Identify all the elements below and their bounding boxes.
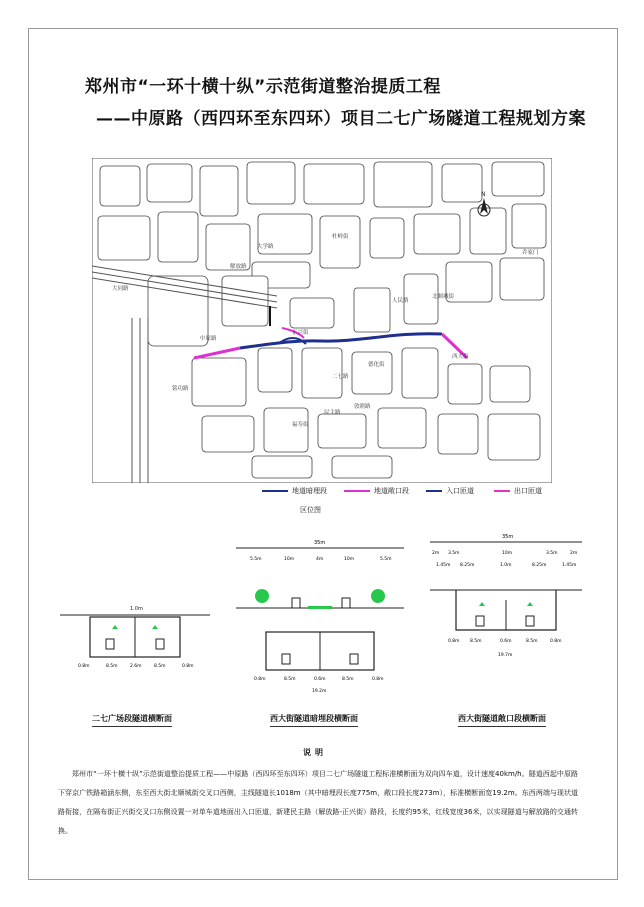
dim: 1.0m (500, 563, 512, 568)
section-caption: 二七广场段隧道横断面 (92, 713, 172, 727)
road-label: 二七路 (332, 374, 349, 380)
road-label: 敦睦路 (354, 404, 371, 410)
cross-section-buried (232, 536, 408, 696)
dim: 0.8m (182, 664, 194, 669)
dim: 0.6m (314, 677, 326, 682)
dim: 8.5m (106, 664, 118, 669)
legend-label: 出口匝道 (514, 487, 542, 495)
road-label: 民主路 (324, 410, 341, 416)
notes-text: 郑州市“一环十横十纵”示范街道整治提质工程——中原路（西四环至东四环）项目二七广场隧道工程标准横断面为双向四车道，设计速度40km/h。隧道西起中原路下穿京广铁路箱涵东侧，东至西大街北顺城街交叉口西侧，主线隧道长1018m（其中暗埋段长度775m，敞口段长度273m），标准横断面宽19.2m。东西两端与现状道路衔接，在隔布街正兴街交叉口东侧设置一对单车道地面出入口匝道，新建民主路（解放路-正兴街）路段，长度约95米，红线宽度36米，以实现隧道与解放路的交通转换。 (58, 770, 578, 835)
dim: 8.5m (342, 677, 354, 682)
road-label: 乔家门 (522, 250, 539, 256)
road-label: 德化街 (368, 362, 385, 368)
cross-section-open (426, 530, 586, 670)
dim: 5.5m (380, 557, 392, 562)
legend-item (426, 486, 474, 496)
legend-swatch (344, 490, 370, 492)
legend-label: 地道暗埋段 (292, 487, 327, 495)
dim: 0.8m (254, 677, 266, 682)
legend-item (262, 486, 327, 496)
dim: 10m (284, 557, 295, 562)
section-caption: 西大街隧道敞口段横断面 (458, 713, 546, 727)
dim: 10m (502, 551, 513, 556)
section-caption: 西大街隧道暗埋段横断面 (270, 713, 358, 727)
dim: 10m (344, 557, 355, 562)
dim: 2.6m (130, 664, 142, 669)
dim: 8.25m (460, 563, 475, 568)
legend-item (494, 486, 542, 496)
dim-total: 35m (502, 534, 514, 540)
road-label: 中原路 (200, 336, 217, 342)
dim: 3.5m (546, 551, 558, 556)
dim: 8.5m (470, 639, 482, 644)
dim: 0.8m (448, 639, 460, 644)
road-label: 西大街 (452, 354, 469, 360)
dim-total: 19.7m (498, 653, 513, 658)
legend-swatch (426, 490, 442, 492)
dim: 8.5m (154, 664, 166, 669)
dim: 0.8m (78, 664, 90, 669)
notes-title: 说明 (303, 748, 327, 757)
legend-label: 入口匝道 (446, 487, 474, 495)
page-subtitle: ——中原路（西四环至东四环）项目二七广场隧道工程规划方案 (96, 109, 586, 129)
dim: 8.5m (284, 677, 296, 682)
dim-top: 1.0m (130, 606, 143, 612)
dim: 5.5m (250, 557, 262, 562)
road-label: 杜岭街 (332, 234, 349, 240)
road-label: 铭功路 (172, 386, 189, 392)
dim: 2m (432, 551, 440, 556)
dim: 3.5m (448, 551, 460, 556)
north-label: N (481, 191, 486, 198)
dim: 0.8m (550, 639, 562, 644)
map-legend (262, 486, 562, 502)
road-label: 大同路 (112, 286, 129, 292)
road-label: 大学路 (257, 244, 274, 250)
road-label: 人民路 (392, 298, 409, 304)
dim: 8.5m (526, 639, 538, 644)
page-title: 郑州市“一环十横十纵”示范街道整治提质工程 (85, 77, 441, 97)
road-label: 解放路 (230, 264, 247, 270)
cross-section-erqi (60, 595, 210, 675)
location-map (92, 158, 552, 483)
dim: 0.8m (372, 677, 384, 682)
dim-total: 35m (314, 540, 326, 546)
dim: 1.45m (436, 563, 451, 568)
dim: 1.45m (562, 563, 577, 568)
legend-label: 地道敞口段 (374, 487, 409, 495)
dim: 4m (316, 557, 324, 562)
map-caption: 区位图 (300, 506, 321, 514)
legend-swatch (494, 490, 510, 492)
dim: 8.25m (532, 563, 547, 568)
road-label: 正兴街 (292, 330, 309, 336)
dim: 2m (570, 551, 578, 556)
legend-item (344, 486, 409, 496)
road-label: 福寿街 (292, 422, 309, 428)
dim-total: 19.2m (312, 689, 327, 694)
road-label: 北顺城街 (432, 294, 455, 300)
dim: 0.6m (500, 639, 512, 644)
legend-swatch (262, 490, 288, 492)
